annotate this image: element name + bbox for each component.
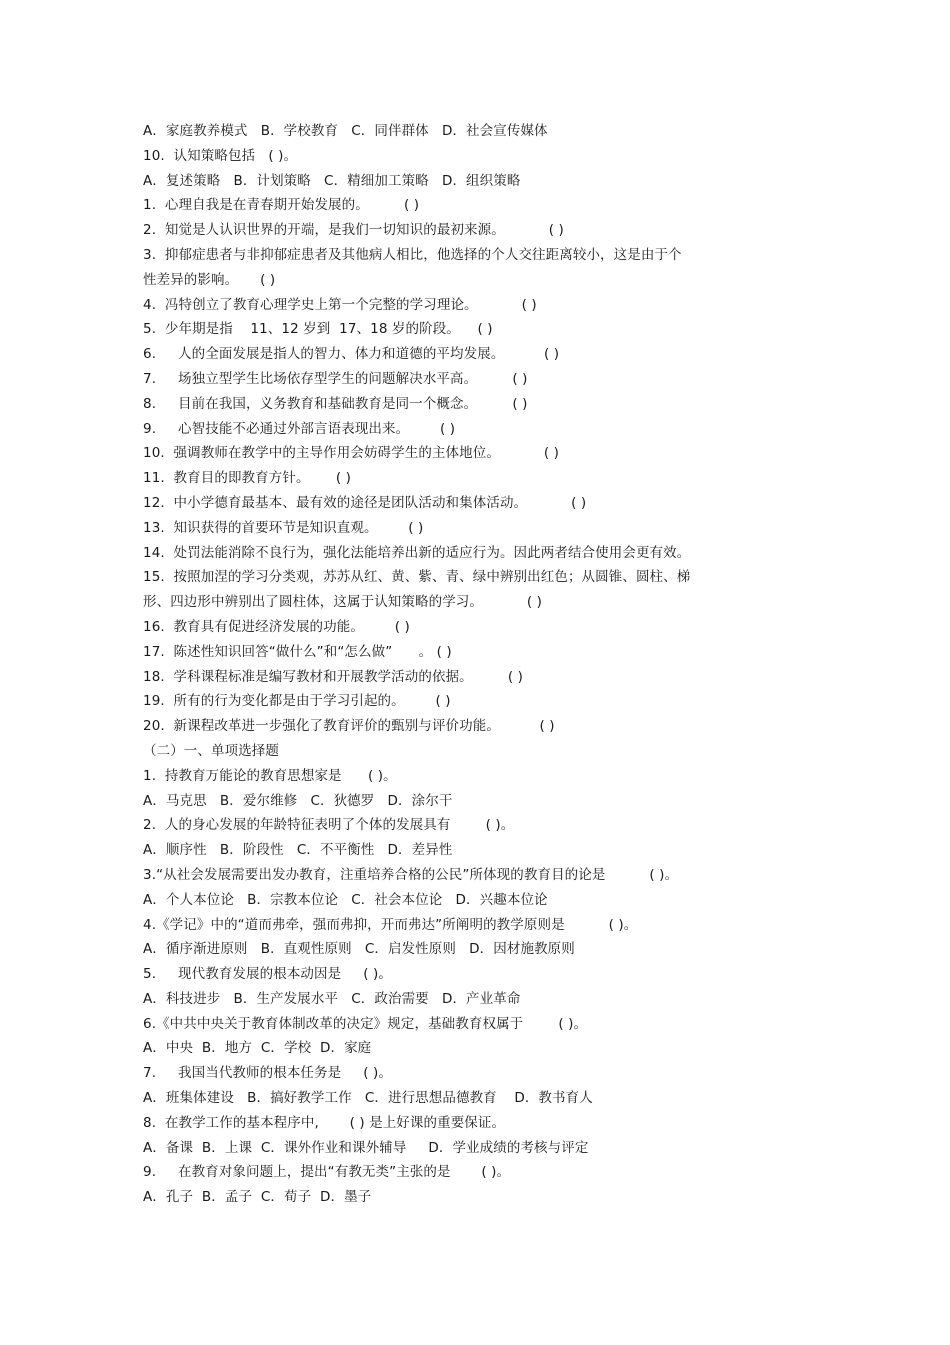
text-line: 3. 抑郁症患者与非抑郁症患者及其他病人相比，他选择的个人交往距离较小，这是由于个 [143,246,682,263]
text-line: 5. 少年期是指 11、12 岁到 17、18 岁的阶段。 ( ) [143,321,493,338]
text-line: 20. 新课程改革进一步强化了教育评价的甄别与评价功能。 ( ) [143,718,555,735]
text-line: 6.《中共中央关于教育体制改革的决定》规定，基础教育权属于 ( )。 [143,1015,588,1032]
section-heading: （二）一、单项选择题 [143,742,279,759]
text-line: A．科技进步 B．生产发展水平 C．政治需要 D．产业革命 [143,990,521,1007]
text-line: A．中央 B．地方 C．学校 D．家庭 [143,1040,372,1057]
text-line: 10. 认知策略包括 ( )。 [143,147,298,164]
text-line: A．班集体建设 B．搞好教学工作 C．进行思想品德教育 D．教书育人 [143,1090,593,1107]
text-line: A．备课 B．上课 C．课外作业和课外辅导 D．学业成绩的考核与评定 [143,1139,589,1156]
text-line: 7. 场独立型学生比场依存型学生的问题解决水平高。 ( ) [143,370,528,387]
text-line: 17. 陈述性知识回答“做什么”和“怎么做” 。 ( ) [143,643,452,660]
text-line: A．顺序性 B．阶段性 C．不平衡性 D．差异性 [143,842,453,859]
text-line: A．马克思 B．爱尔维修 C．狄德罗 D．涂尔干 [143,792,453,809]
text-line: 10. 强调教师在教学中的主导作用会妨碍学生的主体地位。 ( ) [143,445,559,462]
text-line: 9. 在教育对象问题上，提出“有教无类”主张的是 ( )。 [143,1164,511,1181]
text-line: A．循序渐进原则 B．直观性原则 C．启发性原则 D．因材施教原则 [143,941,575,958]
text-line: 形、四边形中辨别出了圆柱体，这属于认知策略的学习。 ( ) [143,594,543,611]
text-line: 16. 教育具有促进经济发展的功能。 ( ) [143,618,410,635]
text-line: 15. 按照加涅的学习分类观，苏苏从红、黄、紫、青、绿中辨别出红色；从圆锥、圆柱、梯 [143,569,691,586]
text-line: 2. 知觉是人认识世界的开端，是我们一切知识的最初来源。 ( ) [143,222,564,239]
text-line: 4. 冯特创立了教育心理学史上第一个完整的学习理论。 ( ) [143,296,537,313]
text-line: 1. 心理自我是在青春期开始发展的。 ( ) [143,197,420,214]
text-line: 11. 教育目的即教育方针。 ( ) [143,470,352,487]
text-line: 8. 在教学工作的基本程序中, ( ) 是上好课的重要保证。 [143,1114,506,1131]
text-line: 8. 目前在我国，义务教育和基础教育是同一个概念。 ( ) [143,395,528,412]
text-line: 14. 处罚法能消除不良行为，强化法能培养出新的适应行为。因此两者结合使用会更有效。 [143,544,691,561]
text-line: 6. 人的全面发展是指人的智力、体力和道德的平均发展。 ( ) [143,346,560,363]
text-line: A．孔子 B．孟子 C．荀子 D．墨子 [143,1189,372,1206]
text-line: A．复述策略 B．计划策略 C．精细加工策略 D．组织策略 [143,172,521,189]
text-line: 13. 知识获得的首要环节是知识直观。 ( ) [143,519,424,536]
text-line: 18. 学科课程标准是编写教材和开展教学活动的依据。 ( ) [143,668,524,685]
text-line: 2. 人的身心发展的年龄特征表明了个体的发展具有 ( )。 [143,817,515,834]
text-line: 性差异的影响。 ( ) [143,271,276,288]
text-line: 12. 中小学德育最基本、最有效的途径是团队活动和集体活动。 ( ) [143,494,587,511]
text-line: 5. 现代教育发展的根本动因是 ( )。 [143,966,392,983]
text-line: A．家庭教养模式 B．学校教育 C．同伴群体 D．社会宣传媒体 [143,123,548,139]
document-body [143,119,783,1210]
text-line: 1. 持教育万能论的教育思想家是 ( )。 [143,767,397,784]
text-line: 4.《学记》中的“道而弗牵，强而弗抑，开而弗达”所阐明的教学原则是 ( )。 [143,916,638,933]
text-line: 7. 我国当代教师的根本任务是 ( )。 [143,1065,392,1082]
text-line: 9. 心智技能不必通过外部言语表现出来。 ( ) [143,420,456,437]
text-line: 19. 所有的行为变化都是由于学习引起的。 ( ) [143,693,451,710]
text-line: A．个人本位论 B．宗教本位论 C．社会本位论 D．兴趣本位论 [143,891,548,908]
text-line: 3.“从社会发展需要出发办教育，注重培养合格的公民”所体现的教育目的论是 ( )。 [143,866,679,883]
